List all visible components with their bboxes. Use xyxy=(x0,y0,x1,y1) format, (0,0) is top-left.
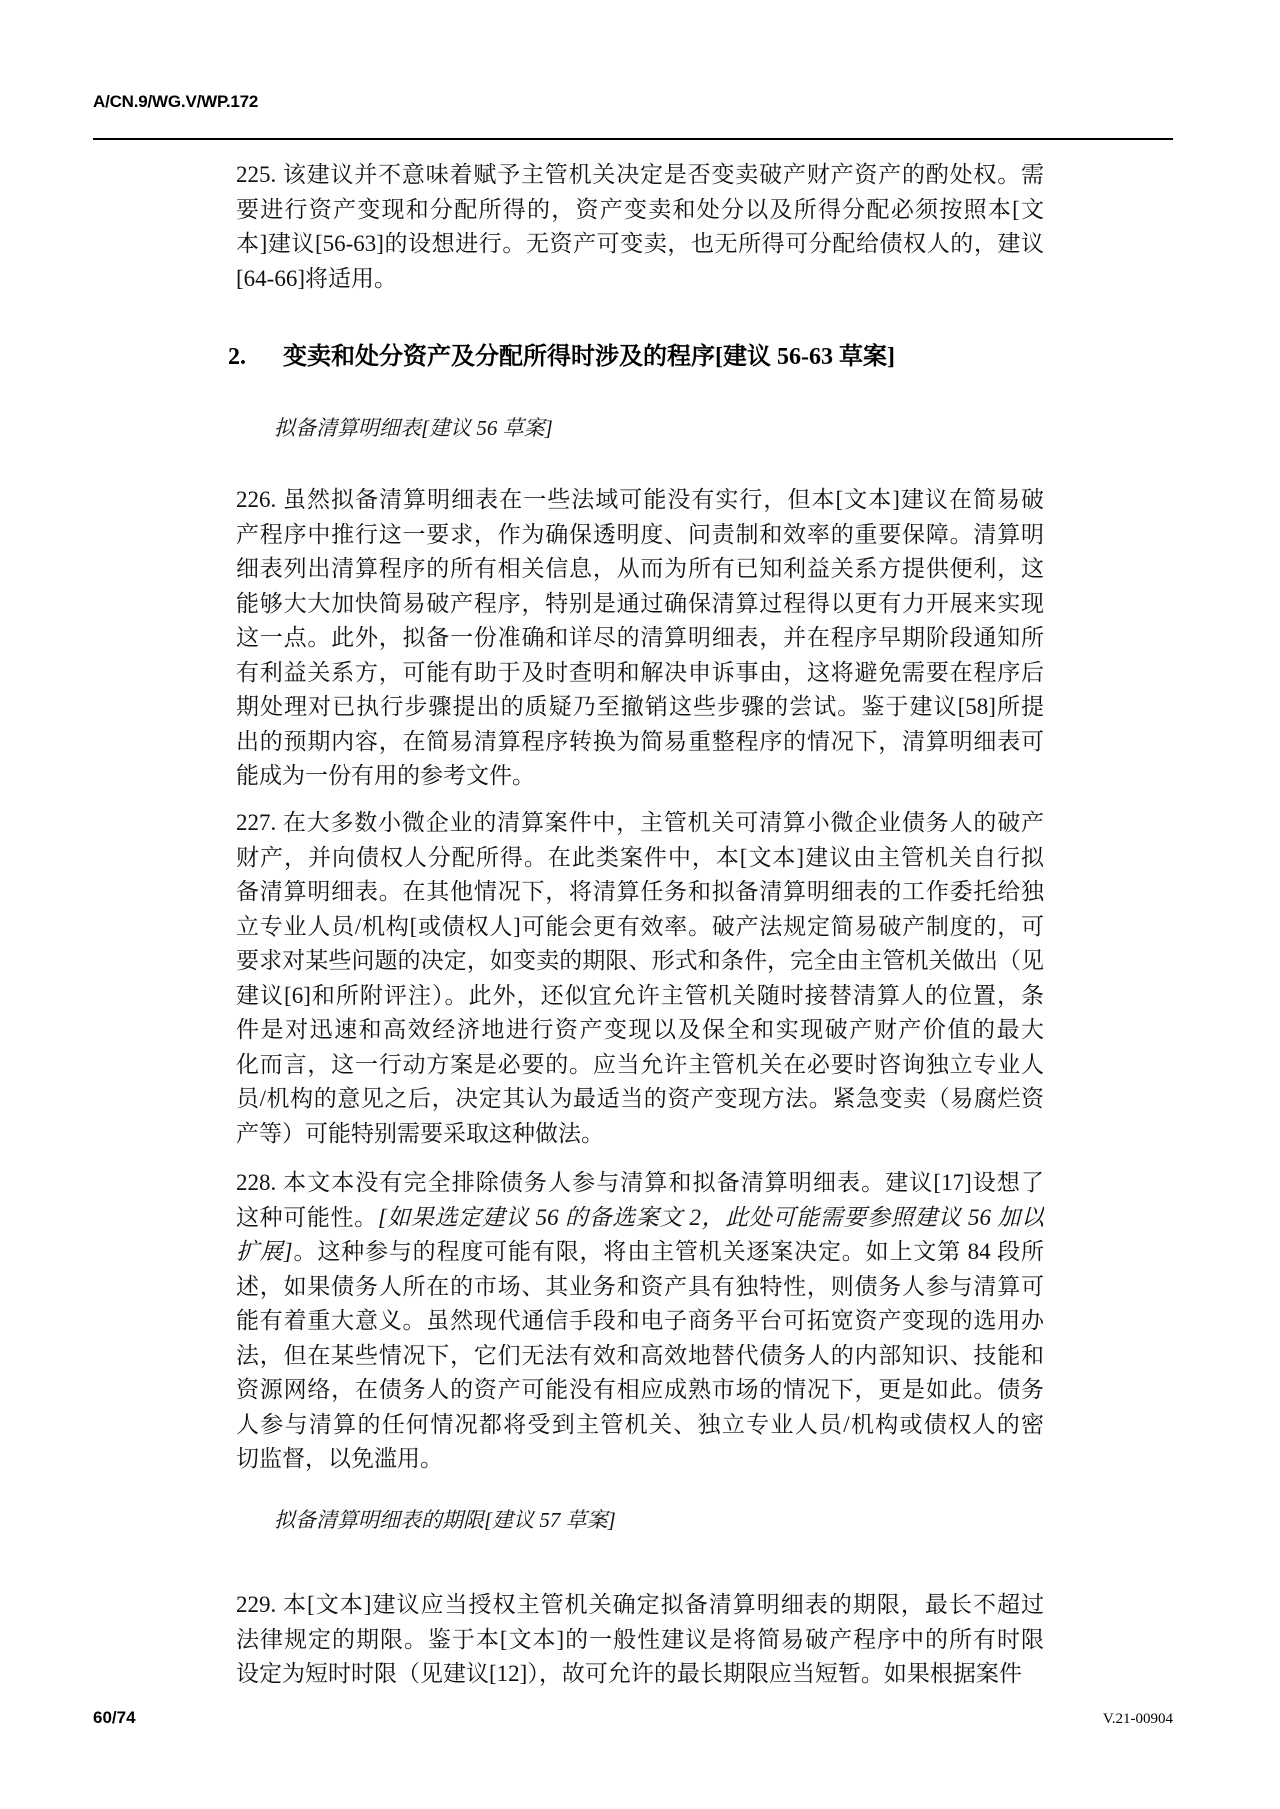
paragraph-228 xyxy=(236,1166,1044,1477)
text-line: 能够大大加快简易破产程序，特别是通过确保清算过程得以更有力开展来实现 xyxy=(236,590,1044,616)
text-line: 能成为一份有用的参考文件。 xyxy=(236,763,535,788)
text-line: 法，但在某些情况下，它们无法有效和高效地替代债务人的内部知识、技能和 xyxy=(236,1342,1044,1368)
text-line: 227. 在大多数小微企业的清算案件中，主管机关可清算小微企业债务人的破产 xyxy=(236,810,1044,835)
text-line: 226. 虽然拟备清算明细表在一些法域可能没有实行，但本[文本]建议在简易破 xyxy=(236,487,1044,512)
paragraph-229 xyxy=(236,1588,1044,1692)
text-line: 要进行资产变现和分配所得的，资产变卖和处分以及所得分配必须按照本[文 xyxy=(236,196,1044,222)
text-line: 本]建议[56-63]的设想进行。无资产可变卖，也无所得可分配给债权人的，建议 xyxy=(236,231,1044,256)
subheading-recommendation-56: 拟备清算明细表[建议 56 草案] xyxy=(274,416,553,440)
text-line: 229. 本[文本]建议应当授权主管机关确定拟备清算明细表的期限，最长不超过 xyxy=(236,1592,1044,1617)
text-line: 细表列出清算程序的所有相关信息，从而为所有已知利益关系方提供便利，这 xyxy=(236,556,1044,581)
text-line: 化而言，这一行动方案是必要的。应当允许主管机关在必要时咨询独立专业人 xyxy=(236,1051,1044,1077)
header-rule xyxy=(93,138,1173,140)
job-number: V.21-00904 xyxy=(1102,1711,1173,1727)
paragraph-227 xyxy=(236,806,1044,1151)
text-line xyxy=(236,1235,1044,1270)
body-text: 这种可能性。 xyxy=(236,1204,378,1230)
text-line: [64-66]将适用。 xyxy=(236,265,397,291)
text-line: 产程序中推行这一要求，作为确保透明度、问责制和效率的重要保障。清算明 xyxy=(236,521,1044,547)
text-line: 出的预期内容，在简易清算程序转换为简易重整程序的情况下，清算明细表可 xyxy=(236,728,1044,754)
text-line: 备清算明细表。在其他情况下，将清算任务和拟备清算明细表的工作委托给独 xyxy=(236,879,1044,904)
body-text: 。这种参与的程度可能有限，将由主管机关逐案决定。如上文第 84 段所 xyxy=(292,1239,1044,1264)
page-number: 60/74 xyxy=(93,1708,136,1727)
text-line: 切监督，以免滥用。 xyxy=(236,1446,443,1471)
text-line: 设定为短时时限（见建议[12]），故可允许的最长期限应当短暂。如果根据案件 xyxy=(236,1661,1022,1686)
text-line: 产等）可能特别需要采取这种做法。 xyxy=(236,1120,604,1146)
text-line: 期处理对已执行步骤提出的质疑乃至撤销这些步骤的尝试。鉴于建议[58]所提 xyxy=(236,694,1044,719)
text-line: 有利益关系方，可能有助于及时查明和解决申诉事由，这将避免需要在程序后 xyxy=(236,659,1044,685)
text-line: 这一点。此外，拟备一份准确和详尽的清算明细表，并在程序早期阶段通知所 xyxy=(236,625,1044,650)
text-line: 述，如果债务人所在的市场、其业务和资产具有独特性，则债务人参与清算可 xyxy=(236,1273,1044,1299)
inserted-draft-text: 扩展] xyxy=(236,1239,293,1264)
text-line: 法律规定的期限。鉴于本[文本]的一般性建议是将简易破产程序中的所有时限 xyxy=(236,1626,1044,1652)
text-line xyxy=(236,1201,1044,1236)
text-line: 财产，并向债权人分配所得。在此类案件中，本[文本]建议由主管机关自行拟 xyxy=(236,844,1044,870)
section-title: 变卖和处分资产及分配所得时涉及的程序[建议 56-63 草案] xyxy=(283,344,895,370)
paragraph-226 xyxy=(236,483,1044,794)
document-symbol: A/CN.9/WG.V/WP.172 xyxy=(93,92,259,111)
text-line: 件是对迅速和高效经济地进行资产变现以及保全和实现破产财产价值的最大 xyxy=(236,1017,1044,1042)
text-line: 建议[6]和所附评注）。此外，还似宜允许主管机关随时接替清算人的位置，条 xyxy=(236,982,1044,1008)
text-line: 要求对某些问题的决定，如变卖的期限、形式和条件，完全由主管机关做出（见 xyxy=(236,948,1044,973)
subheading-recommendation-57: 拟备清算明细表的期限[建议 57 草案] xyxy=(274,1508,616,1532)
paragraph-225 xyxy=(236,158,1044,296)
text-line: 人参与清算的任何情况都将受到主管机关、独立专业人员/机构或债权人的密 xyxy=(236,1411,1044,1437)
text-line: 资源网络，在债务人的资产可能没有相应成熟市场的情况下，更是如此。债务 xyxy=(236,1377,1044,1402)
text-line: 立专业人员/机构[或债权人]可能会更有效率。破产法规定简易破产制度的，可 xyxy=(236,913,1044,939)
text-line: 员/机构的意见之后，决定其认为最适当的资产变现方法。紧急变卖（易腐烂资 xyxy=(236,1086,1044,1111)
text-line: 228. 本文本没有完全排除债务人参与清算和拟备清算明细表。建议[17]设想了 xyxy=(236,1170,1044,1195)
section-heading-2 xyxy=(228,341,1088,373)
text-line: 225. 该建议并不意味着赋予主管机关决定是否变卖破产财产资产的酌处权。需 xyxy=(236,162,1044,187)
inserted-draft-text: [如果选定建议 56 的备选案文 2，此处可能需要参照建议 56 加以 xyxy=(377,1204,1044,1230)
section-number: 2. xyxy=(228,344,246,370)
text-line: 能有着重大意义。虽然现代通信手段和电子商务平台可拓宽资产变现的选用办 xyxy=(236,1308,1044,1333)
